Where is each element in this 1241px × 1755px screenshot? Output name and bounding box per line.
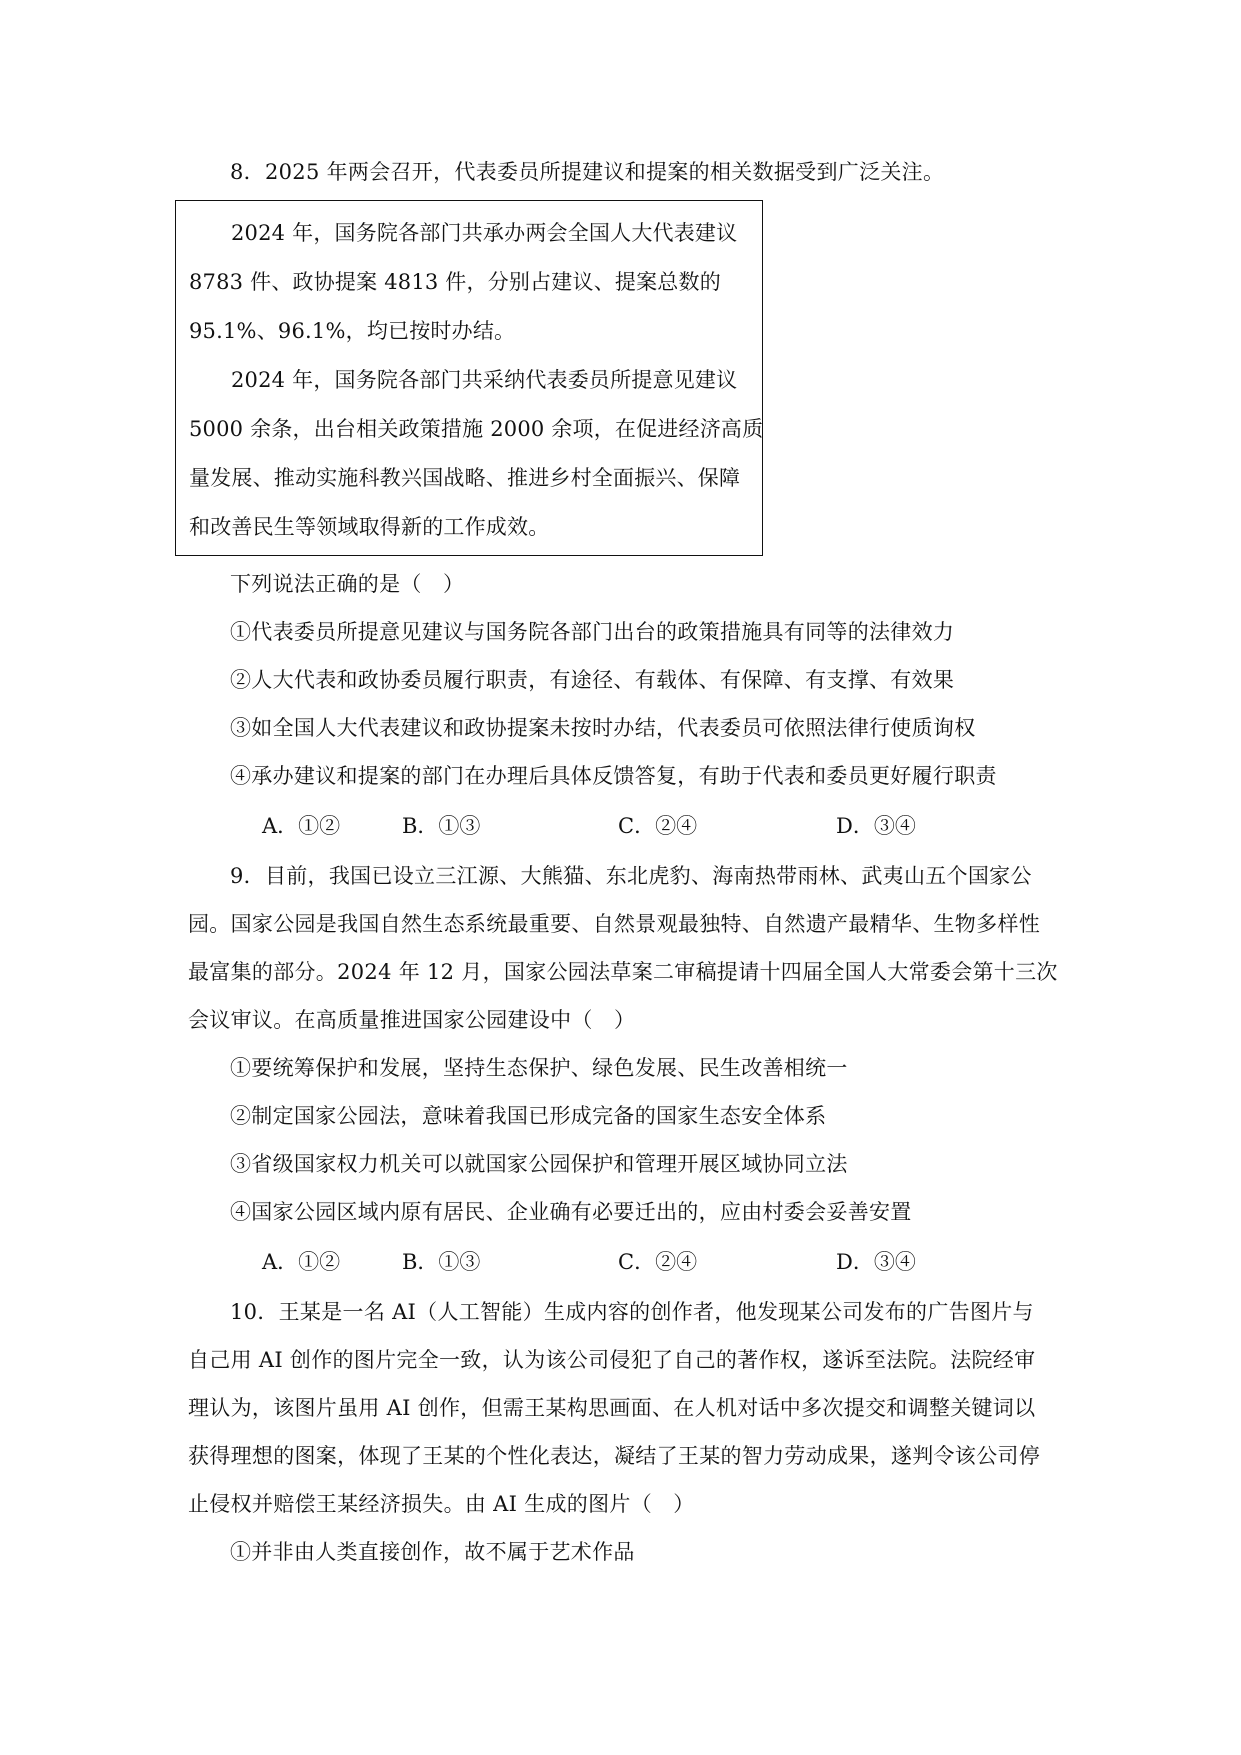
q9-stem-line-2: 园。国家公园是我国自然生态系统最重要、自然景观最独特、自然遗产最精华、生物多样性 xyxy=(188,912,1040,936)
q9-option-a[interactable]: A．①② xyxy=(262,1250,341,1274)
q9-statement-1: ①要统筹保护和发展，坚持生态保护、绿色发展、民生改善相统一 xyxy=(230,1056,848,1080)
q8-box-line-5: 5000 余条，出台相关政策措施 2000 余项，在促进经济高质 xyxy=(189,417,764,441)
q8-question: 下列说法正确的是（ ） xyxy=(230,572,465,596)
q8-statement-2: ②人大代表和政协委员履行职责，有途径、有载体、有保障、有支撑、有效果 xyxy=(230,668,955,692)
q9-statement-3: ③省级国家权力机关可以就国家公园保护和管理开展区域协同立法 xyxy=(230,1152,848,1176)
q9-stem-line-3: 最富集的部分。2024 年 12 月，国家公园法草案二审稿提请十四届全国人大常委会第十三次 xyxy=(188,960,1058,984)
q10-stem-line-4: 获得理想的图案，体现了王某的个性化表达，凝结了王某的智力劳动成果，遂判令该公司停 xyxy=(188,1444,1040,1468)
q8-box-line-2: 8783 件、政协提案 4813 件，分别占建议、提案总数的 xyxy=(189,270,721,294)
q10-stem-line-2: 自己用 AI 创作的图片完全一致，认为该公司侵犯了自己的著作权，遂诉至法院。法院经审 xyxy=(188,1348,1036,1372)
q8-box-line-7: 和改善民生等领域取得新的工作成效。 xyxy=(189,515,550,539)
q9-statement-2: ②制定国家公园法，意味着我国已形成完备的国家生态安全体系 xyxy=(230,1104,827,1128)
q9-option-c[interactable]: C．②④ xyxy=(618,1250,698,1274)
q8-box-line-3: 95.1%、96.1%，均已按时办结。 xyxy=(189,319,516,343)
q8-option-a[interactable]: A．①② xyxy=(262,814,341,838)
q9-option-b[interactable]: B．①③ xyxy=(402,1250,481,1274)
q10-stem-line-1: 10．王某是一名 AI（人工智能）生成内容的创作者，他发现某公司发布的广告图片与 xyxy=(230,1300,1034,1324)
q8-box-line-4: 2024 年，国务院各部门共采纳代表委员所提意见建议 xyxy=(231,368,738,392)
q8-option-b[interactable]: B．①③ xyxy=(402,814,481,838)
q8-option-c[interactable]: C．②④ xyxy=(618,814,698,838)
q9-statement-4: ④国家公园区域内原有居民、企业确有必要迁出的，应由村委会妥善安置 xyxy=(230,1200,912,1224)
q9-stem-line-1: 9．目前，我国已设立三江源、大熊猫、东北虎豹、海南热带雨林、武夷山五个国家公 xyxy=(230,864,1032,888)
q10-stem-line-5: 止侵权并赔偿王某经济损失。由 AI 生成的图片（ ） xyxy=(188,1492,695,1516)
q8-stem: 8．2025 年两会召开，代表委员所提建议和提案的相关数据受到广泛关注。 xyxy=(230,160,945,184)
q8-statement-1: ①代表委员所提意见建议与国务院各部门出台的政策措施具有同等的法律效力 xyxy=(230,620,955,644)
q10-statement-1: ①并非由人类直接创作，故不属于艺术作品 xyxy=(230,1540,635,1564)
q9-stem-line-4: 会议审议。在高质量推进国家公园建设中（ ） xyxy=(188,1008,636,1032)
q8-option-d[interactable]: D．③④ xyxy=(836,814,916,838)
q8-box-line-6: 量发展、推动实施科教兴国战略、推进乡村全面振兴、保障 xyxy=(189,466,741,490)
q8-statement-4: ④承办建议和提案的部门在办理后具体反馈答复，有助于代表和委员更好履行职责 xyxy=(230,764,997,788)
q8-statement-3: ③如全国人大代表建议和政协提案未按时办结，代表委员可依照法律行使质询权 xyxy=(230,716,976,740)
q8-material-box xyxy=(175,200,763,556)
q8-box-line-1: 2024 年，国务院各部门共承办两会全国人大代表建议 xyxy=(231,221,738,245)
q10-stem-line-3: 理认为，该图片虽用 AI 创作，但需王某构思画面、在人机对话中多次提交和调整关键词以 xyxy=(188,1396,1036,1420)
q9-option-d[interactable]: D．③④ xyxy=(836,1250,916,1274)
